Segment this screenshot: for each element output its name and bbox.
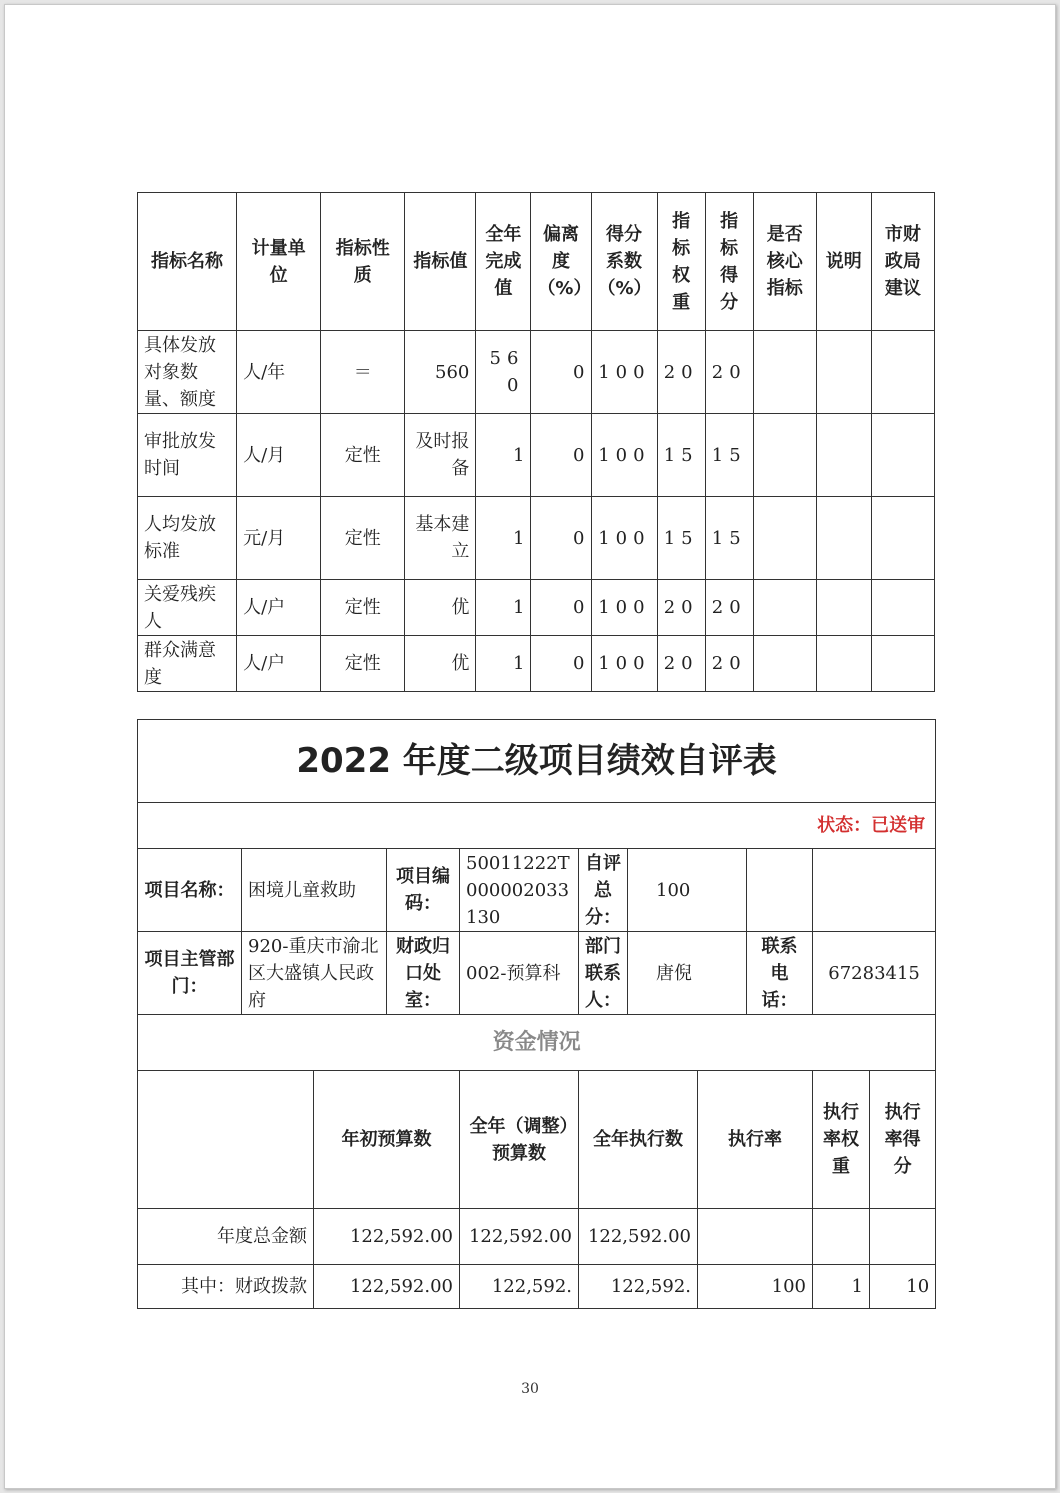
- indicator-unit: 人/户: [237, 636, 321, 692]
- eval-form-table: [137, 719, 936, 1309]
- page-number: 30: [521, 1381, 539, 1397]
- contact-value: 唐倪: [628, 932, 747, 1015]
- indicator-name: 人均发放标准: [138, 497, 237, 580]
- project-info-row: [138, 849, 936, 932]
- table-row: [138, 1209, 936, 1265]
- indicator-note: [816, 636, 871, 692]
- empty-cell: [747, 849, 813, 932]
- indicator-core: [753, 636, 816, 692]
- indicator-weight: 20: [657, 331, 705, 414]
- indicator-value: 优: [405, 636, 476, 692]
- funds-score: [870, 1209, 936, 1265]
- indicator-nature: 定性: [321, 497, 405, 580]
- indicator-name: 关爱残疾人: [138, 580, 237, 636]
- indicator-completed: 560: [476, 331, 531, 414]
- indicator-nature: ＝: [321, 331, 405, 414]
- indicator-header-row: [138, 193, 935, 331]
- indicator-deviation: 0: [531, 414, 591, 497]
- title-row: [138, 720, 936, 803]
- project-name-label: 项目名称：: [138, 849, 242, 932]
- header-note: 说明: [816, 193, 871, 331]
- status-row: [138, 803, 936, 849]
- funds-header-executed: 全年执行数: [579, 1071, 698, 1209]
- indicator-nature: 定性: [321, 414, 405, 497]
- table-row: [138, 636, 935, 692]
- funds-executed: 122,592.00: [579, 1209, 698, 1265]
- project-code-label: 项目编码：: [387, 849, 460, 932]
- funds-header-score: 执行率得分: [870, 1071, 936, 1209]
- self-score-label: 自评总分：: [579, 849, 628, 932]
- indicator-coefficient: 100: [591, 497, 657, 580]
- indicator-value: 优: [405, 580, 476, 636]
- indicator-name: 具体发放对象数量、额度: [138, 331, 237, 414]
- indicator-core: [753, 497, 816, 580]
- indicator-score: 20: [705, 580, 753, 636]
- indicator-note: [816, 414, 871, 497]
- table-row: [138, 580, 935, 636]
- funds-header-weight: 执行率权重: [813, 1071, 870, 1209]
- indicator-advice: [871, 580, 934, 636]
- funds-score: 10: [870, 1265, 936, 1309]
- funds-header-row: [138, 1071, 936, 1209]
- funds-initial: 122,592.00: [314, 1265, 460, 1309]
- indicator-name: 群众满意度: [138, 636, 237, 692]
- phone-label: 联系电话：: [747, 932, 813, 1015]
- header-core: 是否核心指标: [753, 193, 816, 331]
- funds-row-label: 年度总金额: [138, 1209, 314, 1265]
- funds-header-adjusted: 全年（调整）预算数: [460, 1071, 579, 1209]
- funds-header-rate: 执行率: [698, 1071, 813, 1209]
- self-score-value: 100: [628, 849, 747, 932]
- indicator-completed: 1: [476, 497, 531, 580]
- table-row: [138, 414, 935, 497]
- funds-adjusted: 122,592.: [460, 1265, 579, 1309]
- indicator-unit: 元/月: [237, 497, 321, 580]
- indicator-note: [816, 331, 871, 414]
- indicator-deviation: 0: [531, 580, 591, 636]
- indicator-core: [753, 414, 816, 497]
- indicator-completed: 1: [476, 580, 531, 636]
- indicator-nature: 定性: [321, 636, 405, 692]
- funds-executed: 122,592.: [579, 1265, 698, 1309]
- indicator-name: 审批放发时间: [138, 414, 237, 497]
- indicator-score: 20: [705, 636, 753, 692]
- indicator-advice: [871, 331, 934, 414]
- funds-row-label: 其中：财政拨款: [138, 1265, 314, 1309]
- indicator-weight: 15: [657, 414, 705, 497]
- funds-header-blank: [138, 1071, 314, 1209]
- project-name-value: 困境儿童救助: [242, 849, 387, 932]
- table-row: [138, 331, 935, 414]
- table-row: [138, 497, 935, 580]
- indicator-core: [753, 331, 816, 414]
- header-indicator-name: 指标名称: [138, 193, 237, 331]
- project-code-value: 50011222T000002033130: [460, 849, 579, 932]
- funds-section-title: 资金情况: [138, 1015, 936, 1071]
- document-page: [4, 4, 1056, 1489]
- empty-cell: [813, 849, 936, 932]
- indicator-unit: 人/月: [237, 414, 321, 497]
- funds-adjusted: 122,592.00: [460, 1209, 579, 1265]
- indicator-core: [753, 580, 816, 636]
- header-unit: 计量单位: [237, 193, 321, 331]
- indicator-coefficient: 100: [591, 414, 657, 497]
- indicator-weight: 15: [657, 497, 705, 580]
- table-row: [138, 1265, 936, 1309]
- indicator-unit: 人/年: [237, 331, 321, 414]
- header-coefficient: 得分系数（%）: [591, 193, 657, 331]
- indicator-completed: 1: [476, 636, 531, 692]
- header-deviation: 偏离度（%）: [531, 193, 591, 331]
- indicator-completed: 1: [476, 414, 531, 497]
- dept-label: 项目主管部门：: [138, 932, 242, 1015]
- indicator-value: 基本建立: [405, 497, 476, 580]
- indicator-weight: 20: [657, 636, 705, 692]
- indicator-advice: [871, 414, 934, 497]
- dept-value: 920-重庆市渝北区大盛镇人民政府: [242, 932, 387, 1015]
- funds-title-row: [138, 1015, 936, 1071]
- indicator-advice: [871, 636, 934, 692]
- indicator-weight: 20: [657, 580, 705, 636]
- indicator-note: [816, 497, 871, 580]
- indicator-coefficient: 100: [591, 331, 657, 414]
- indicator-value: 560: [405, 331, 476, 414]
- indicator-note: [816, 580, 871, 636]
- funds-weight: [813, 1209, 870, 1265]
- indicator-coefficient: 100: [591, 580, 657, 636]
- funds-rate: [698, 1209, 813, 1265]
- header-completed: 全年完成值: [476, 193, 531, 331]
- indicator-table: [137, 192, 935, 692]
- indicator-deviation: 0: [531, 497, 591, 580]
- header-score: 指标得分: [705, 193, 753, 331]
- indicator-coefficient: 100: [591, 636, 657, 692]
- indicator-value: 及时报备: [405, 414, 476, 497]
- header-nature: 指标性质: [321, 193, 405, 331]
- header-value: 指标值: [405, 193, 476, 331]
- contact-label: 部门联系人：: [579, 932, 628, 1015]
- indicator-deviation: 0: [531, 636, 591, 692]
- status-badge: 状态：已送审: [138, 803, 936, 849]
- form-title: 2022 年度二级项目绩效自评表: [138, 720, 936, 803]
- dept-info-row: [138, 932, 936, 1015]
- funds-weight: 1: [813, 1265, 870, 1309]
- phone-value: 67283415: [813, 932, 936, 1015]
- indicator-advice: [871, 497, 934, 580]
- indicator-score: 15: [705, 497, 753, 580]
- indicator-unit: 人/户: [237, 580, 321, 636]
- finance-office-value: 002-预算科: [460, 932, 579, 1015]
- indicator-score: 15: [705, 414, 753, 497]
- indicator-score: 20: [705, 331, 753, 414]
- header-advice: 市财政局建议: [871, 193, 934, 331]
- indicator-deviation: 0: [531, 331, 591, 414]
- funds-initial: 122,592.00: [314, 1209, 460, 1265]
- finance-office-label: 财政归口处室：: [387, 932, 460, 1015]
- indicator-nature: 定性: [321, 580, 405, 636]
- funds-header-initial: 年初预算数: [314, 1071, 460, 1209]
- header-weight: 指标权重: [657, 193, 705, 331]
- funds-rate: 100: [698, 1265, 813, 1309]
